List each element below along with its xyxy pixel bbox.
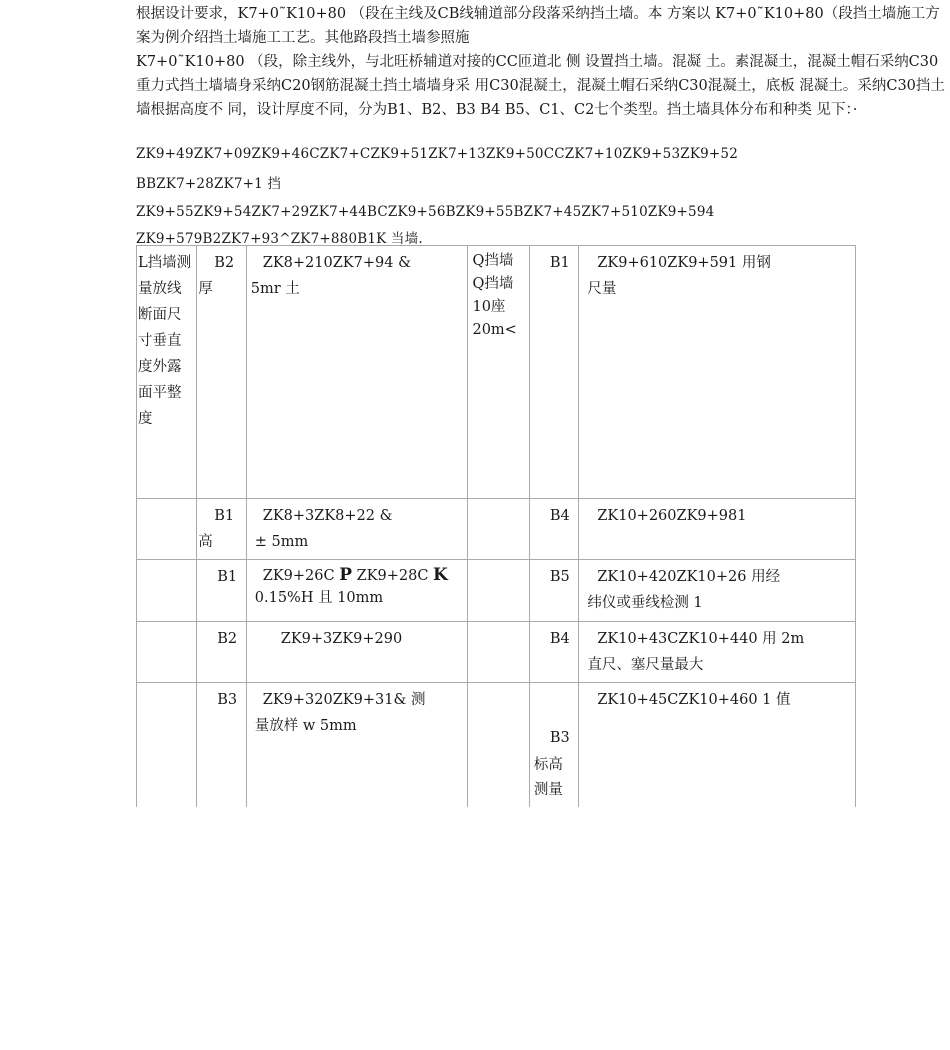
table-cell (529, 683, 579, 808)
table-cell (137, 683, 197, 808)
code-line-2: BBZK7+28ZK7+1 挡 (136, 176, 282, 192)
table-row (137, 560, 856, 622)
table-cell (579, 246, 856, 499)
cell-wall-count: Q挡墙 Q挡墙 10座 20m< (472, 253, 517, 338)
paragraph-description: K7+0˜K10+80 （段，除主线外，与北旺桥辅道对接的CC匝道北 侧 设置挡土墙。混凝 土。素混凝土，混凝土帽石采纳C30重力式挡土墙墙身采纳C20钢筋混凝土挡土墙墙身采 用C30混凝土，混凝土帽石采纳C30混凝土，底板 混凝土。采纳C30挡土墙根据高度不 同，设计厚度不同，分为B1、B2、B3 B4 B5、C1、C2七个类型。挡土墙具体分布和种类 见下：· (136, 54, 945, 118)
cell-range: ZK8+210ZK7+94 & (262, 255, 411, 271)
table-cell (246, 499, 468, 560)
cell-method: 纬仪或垂线检测 1 (587, 595, 703, 611)
table-cell (197, 622, 247, 683)
table-cell (197, 499, 247, 560)
cell-range: ZK9+3ZK9+290 (280, 631, 403, 647)
table-cell (468, 246, 529, 499)
cell-range: ZK10+45CZK10+460 1 值 (597, 692, 791, 708)
table-row (137, 683, 856, 808)
cell-note: 高 (198, 534, 213, 550)
cell-note: 厚 (198, 281, 213, 297)
cell-tolerance: 5mr 土 (250, 281, 300, 297)
cell-method: 直尺、塞尺量最大 (587, 657, 704, 673)
cell-type: B2 (214, 255, 235, 271)
cell-range: ZK10+260ZK9+981 (597, 508, 747, 524)
cell-range: ZK9+320ZK9+31& 测 (262, 692, 426, 708)
table-cell (197, 683, 247, 808)
cell-type: B5 (549, 569, 570, 585)
table-cell (246, 622, 468, 683)
cell-range: ZK8+3ZK8+22 & (262, 508, 393, 524)
table-cell (137, 499, 197, 560)
table-cell (579, 499, 856, 560)
cell-type: B2 (217, 631, 238, 647)
cell-range: ZK10+420ZK10+26 用经 (597, 569, 781, 585)
table-row (137, 622, 856, 683)
table-cell (529, 499, 579, 560)
cell-range: ZK9+610ZK9+591 用钢 (597, 255, 771, 271)
inspection-items-label: L挡墙测量放线断面尺寸垂直度外露面平整度 (138, 255, 192, 427)
cell-tolerance: ± 5mm (254, 534, 309, 550)
table-cell (468, 560, 529, 622)
table-cell (197, 246, 247, 499)
cell-note: 标高测量 (533, 757, 563, 798)
table-cell (246, 683, 468, 808)
table-cell (246, 246, 468, 499)
code-line-4: ZK9+579B2ZK7+93^ZK7+880B1K 当墙. (136, 231, 423, 247)
table-row (137, 246, 856, 499)
cell-type: B1 (214, 508, 235, 524)
cell-type: B3 (549, 730, 570, 746)
table-cell (529, 560, 579, 622)
table-cell (137, 622, 197, 683)
cell-type: B1 (549, 255, 570, 271)
cell-type: B4 (549, 508, 570, 524)
retaining-wall-table (136, 245, 856, 807)
table-row (137, 499, 856, 560)
code-line-1: ZK9+49ZK7+09ZK9+46CZK7+CZK9+51ZK7+13ZK9+50CCZK7+10ZK9+53ZK9+52 (136, 146, 738, 162)
cell-tolerance: 量放样 w 5mm (254, 718, 357, 734)
table-cell (137, 560, 197, 622)
cell-range: ZK10+43CZK10+440 用 2m (597, 631, 805, 647)
cell-type: B4 (549, 631, 570, 647)
table-cell (246, 560, 468, 622)
paragraph-intro: 根据设计要求，K7+0˜K10+80 （段在主线及CB线辅道部分段落采纳挡土墙。本 方案以 K7+0˜K10+80（段挡土墙施工方案为例介绍挡土墙施工工艺。其他路段挡土墙参照施 (136, 6, 940, 46)
table-cell (468, 622, 529, 683)
cell-tolerance: 0.15%H 且 10mm (254, 590, 384, 606)
table-cell (529, 246, 579, 499)
table-cell (468, 499, 529, 560)
table-cell (137, 246, 197, 499)
table-cell (468, 683, 529, 808)
table-cell (579, 560, 856, 622)
cell-range: ZK9+26C P ZK9+28C K (262, 565, 448, 585)
cell-type: B3 (217, 692, 238, 708)
cell-method: 尺量 (587, 281, 617, 297)
table-cell (197, 560, 247, 622)
table-cell (529, 622, 579, 683)
code-line-3: ZK9+55ZK9+54ZK7+29ZK7+44BCZK9+56BZK9+55BZK7+45ZK7+510ZK9+594 (136, 204, 715, 220)
table-cell (579, 683, 856, 808)
cell-type: B1 (217, 569, 238, 585)
table-cell (579, 622, 856, 683)
